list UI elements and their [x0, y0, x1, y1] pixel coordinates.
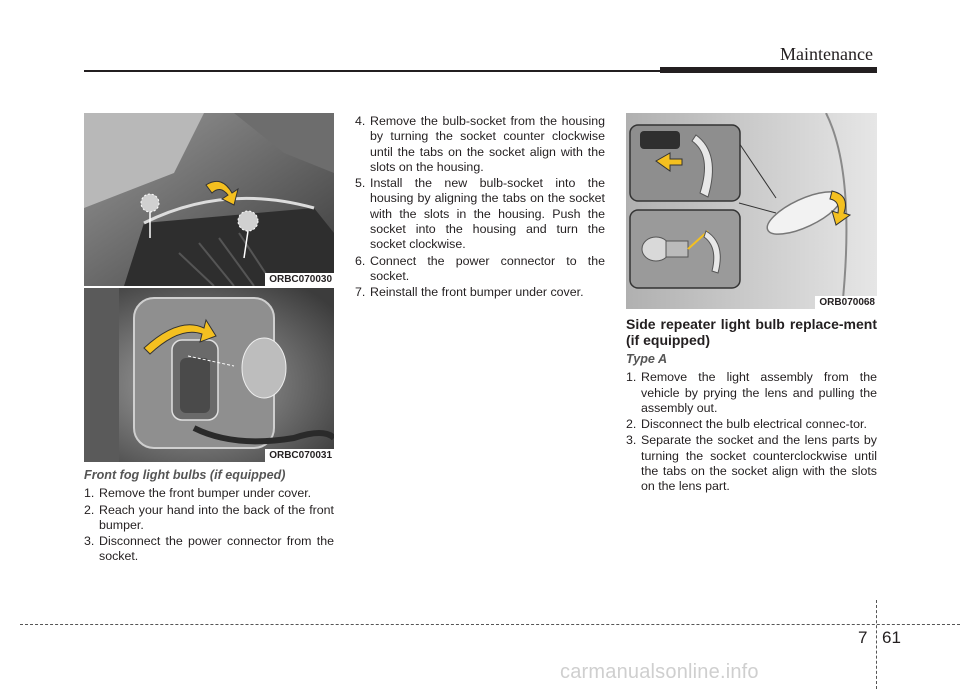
fog-light-housing-illustration	[84, 113, 334, 286]
section-title: Maintenance	[780, 44, 873, 64]
figure-code-label: ORBC070030	[265, 273, 334, 286]
step-item: 5. Install the new bulb-socket into the housing by aligning the tabs on the socket with the slots in the housing. Push the socket into the housing and turn the socket clockwise.	[355, 176, 605, 252]
page-number: 61	[882, 628, 901, 647]
footer-page-divider	[876, 600, 877, 689]
header-rule	[84, 70, 660, 72]
type-label: Type A	[626, 352, 668, 366]
middle-column	[355, 114, 605, 302]
figure-code-label: ORBC070031	[265, 449, 334, 462]
heading-side-repeater: Side repeater light bulb replace-ment (if equipped)	[626, 316, 877, 348]
step-item: 3. Disconnect the power connector from the socket.	[84, 534, 334, 564]
step-list	[84, 486, 334, 564]
step-item: 3. Separate the socket and the lens parts by turning the socket counterclockwise until the tabs on the socket align with the slots on the lens part.	[626, 433, 877, 494]
side-repeater-illustration	[626, 113, 877, 309]
header-rule-accent	[660, 67, 877, 73]
step-item: 7. Reinstall the front bumper under cover.	[355, 285, 584, 300]
footer-divider	[20, 624, 960, 625]
right-column	[626, 316, 877, 496]
fog-light-socket-illustration	[84, 288, 334, 462]
subheading-front-fog: Front fog light bulbs (if equipped)	[84, 468, 286, 482]
step-item: 2. Disconnect the bulb electrical connec-tor.	[626, 417, 867, 432]
figure-fog-light-socket	[84, 288, 334, 462]
figure-fog-light-housing	[84, 113, 334, 286]
figure-code-label: ORB070068	[815, 296, 877, 309]
step-item: 1. Remove the front bumper under cover.	[84, 486, 312, 501]
chapter-number: 7	[858, 628, 868, 647]
figure-side-repeater	[626, 113, 877, 309]
step-item: 6. Connect the power connector to the socket.	[355, 253, 605, 283]
step-item: 2. Reach your hand into the back of the front bumper.	[84, 502, 334, 532]
step-list	[626, 370, 877, 494]
watermark: carmanualsonline.info	[560, 661, 759, 683]
step-item: 1. Remove the light assembly from the vehicle by prying the lens and pulling the assembly out.	[626, 370, 877, 415]
step-list	[355, 114, 605, 301]
step-item: 4. Remove the bulb-socket from the housing by turning the socket counter clockwise until the tabs on the socket align with the slots on the housing.	[355, 114, 605, 174]
left-column	[84, 468, 334, 566]
